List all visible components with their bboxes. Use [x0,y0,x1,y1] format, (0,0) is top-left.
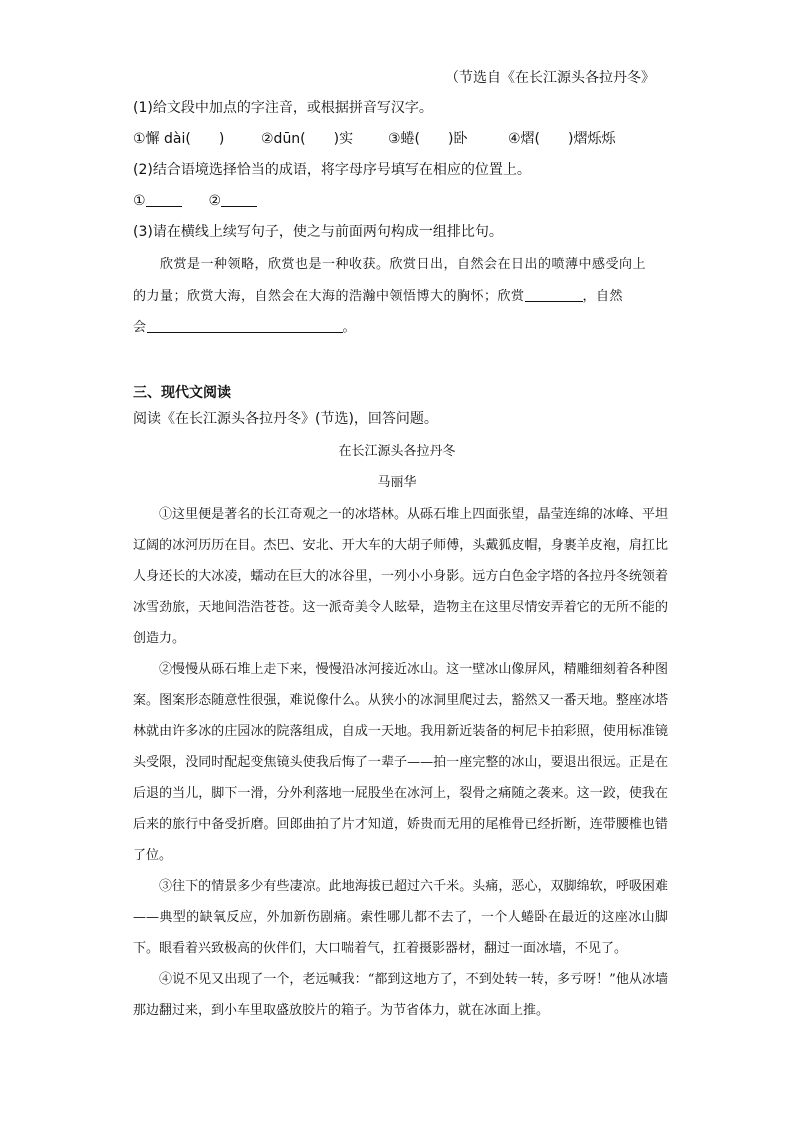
section-intro: 阅读《在长江源头各拉丹冬》(节选)，回答问题。 [133,411,438,427]
option-3: ③蜷( )卧 [388,131,468,147]
answer-2-label: ② [208,193,222,209]
question-3: (3)请在横线上续写句子，使之与前面两句构成一组排比句。 [133,224,503,240]
source-note: （节选自《在长江源头各拉丹冬》 [445,70,655,86]
article-body [133,499,668,1026]
answer-1-blank[interactable] [146,191,182,207]
paragraph-2: ②慢慢从砾石堆上走下来，慢慢沿冰河接近冰山。这一壁冰山像屏风，精雕细刻着各种图案。图案形态随意性很强，难说像什么。从狭小的冰洞里爬过去，豁然又一番天地。整座冰塔林就由许多冰的庄园冰的院落组成，自成一天地。我用新近装备的柯尼卡拍彩照，使用标准镜头受限，没同时配起变焦镜头使我后悔了一辈子——拍一座完整的冰山，要退出很远。正是在后退的当儿，脚下一滑，分外利落地一屁股坐在冰河上，裂骨之痛随之袭来。这一跤，使我在后来的旅行中备受折磨。回郎曲拍了片才知道，娇贵而无用的尾椎骨已经折断，连带腰椎也错了位。 [133,662,668,863]
section-title: 三、现代文阅读 [133,385,231,401]
option-4: ④熠( )熠烁烁 [508,131,616,147]
answer-1-label: ① [133,193,146,209]
paragraph-3: ③往下的情景多少有些凄凉。此地海拔已超过六千米。头痛，恶心，双脚绵软，呼吸困难——典型的缺氧反应，外加新伤剧痛。索性哪儿都不去了，一个人蜷卧在最近的这座冰山脚下。眼看着兴致极高的伙伴们，大口喘着气，扛着摄影器材，翻过一面冰墙，不见了。 [133,879,668,956]
q3-text-2a: 的力量；欣赏大海，自然会在大海的浩瀚中领悟博大的胸怀；欣赏 [133,289,525,304]
q3-blank-2[interactable] [147,317,343,333]
option-2: ②dūn( )实 [261,131,354,147]
q3-text-3b: 。 [342,320,357,335]
q3-text-2b: ，自然 [582,289,624,304]
option-1: ①懈 dài( ) [133,131,225,147]
article-title: 在长江源头各拉丹冬 [338,444,456,459]
q3-blank-1[interactable] [525,286,583,302]
question-1: (1)给文段中加点的字注音，或根据拼音写汉字。 [133,100,433,116]
q3-text-line-3 [133,317,356,338]
question-2: (2)结合语境选择恰当的成语，将字母序号填写在相应的位置上。 [133,162,531,178]
q3-text-line-1: 欣赏是一种领略，欣赏也是一种收获。欣赏日出，自然会在日出的喷薄中感受向上 [160,257,647,272]
paragraph-1: ①这里便是著名的长江奇观之一的冰塔林。从砾石堆上四面张望，晶莹连绵的冰峰、平坦辽阔的冰河历历在目。杰巴、安北、开大车的大胡子师傅，头戴狐皮帽，身裹羊皮袍，肩扛比人身还长的大冰凌，蠕动在巨大的冰谷里，一列小小身影。远方白色金字塔的各拉丹冬统领着冰雪劲旅，天地间浩浩苍苍。这一派奇美令人眩晕，造物主在这里尽情安弄着它的无所不能的创造力。 [133,507,668,646]
q3-text-3a: 会 [133,320,147,335]
question-2-answers [133,191,257,211]
q3-text-line-2 [133,286,623,307]
answer-2-blank[interactable] [221,191,257,207]
paragraph-4: ④说不见又出现了一个，老远喊我：“都到这地方了，不到处转一转，多亏呀！”他从冰墙那边翻过来，到小车里取盛放胶片的箱子。为节省体力，就在冰面上推。 [133,972,668,1018]
article-author: 马丽华 [377,475,417,490]
